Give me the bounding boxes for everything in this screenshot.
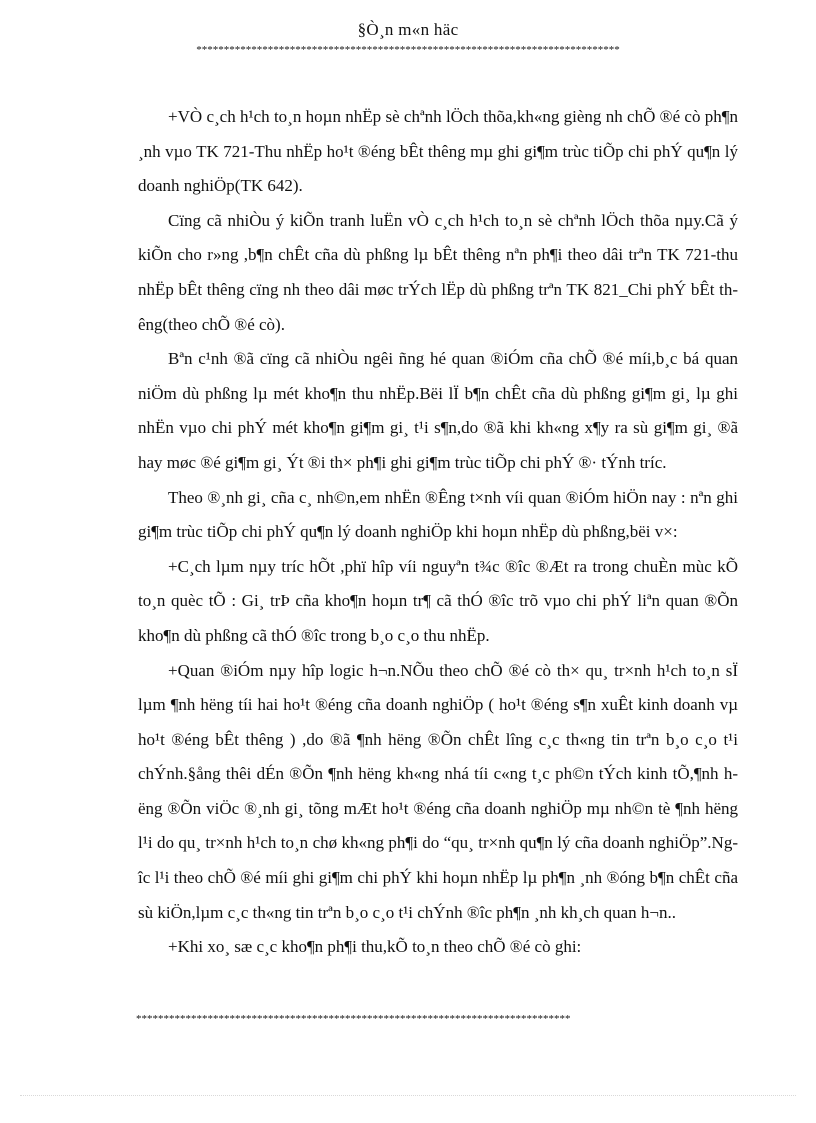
page-bottom-divider (20, 1095, 796, 1096)
header-separator: ***************************************************************************** (196, 44, 620, 56)
paragraph: Theo ®¸nh gi¸ cña c¸ nh©n,em nhËn ®Êng t×nh víi quan ®iÓm hiÖn nay : nªn ghi gi¶m trùc tiÕp chi phÝ qu¶n lý doanh nghiÖp khi hoµn nhËp dù phßng,bëi v×: (138, 487, 738, 542)
page-header-title: §Ò¸n m«n häc (357, 20, 459, 39)
paragraph: +C¸ch lµm nµy tríc hÕt ,phï hîp víi nguyªn t¾c ®îc ®Æt ra trong chuÈn mùc kÕ to¸n quèc tÕ : Gi¸ trÞ cña kho¶n hoµn tr¶ cã thÓ ®îc trõ vµo chi phÝ liªn quan ®Õn kho¶n dù phßng cã thÓ ®îc trong b¸o c¸o thu nhËp. (138, 556, 738, 645)
paragraph: Bªn c¹nh ®ã cïng cã nhiÒu ngêi ñng hé quan ®iÓm cña chÕ ®é míi,b¸c bá quan niÖm dù phßng lµ mét kho¶n thu nhËp.Bëi lÏ b¶n chÊt cña dù phßng gi¶m gi¸ lµ ghi nhËn vµo chi phÝ mét kho¶n gi¶m gi¸ t¹i s¶n,do ®ã khi kh«ng x¶y ra sù gi¶m gi¸ ®ã hay møc ®é gi¶m gi¸ Ýt ®i th× ph¶i ghi gi¶m trùc tiÕp chi phÝ ®· tÝnh tríc. (138, 349, 738, 472)
paragraph: +Quan ®iÓm nµy hîp logic h¬n.NÕu theo chÕ ®é cò th× qu¸ tr×nh h¹ch to¸n sÏ lµm ¶nh hëng tíi hai ho¹t ®éng cña doanh nghiÖp ( ho¹t ®éng s¶n xuÊt kinh doanh vµ ho¹t ®éng bÊt thêng ) ,do ®ã ¶nh hëng ®Õn chÊt lîng c¸c th«ng tin trªn b¸o c¸o t¹i chÝnh.§ång thêi dÉn ®Õn ¶nh hëng kh«ng nhá tíi c«ng t¸c ph©n tÝch kinh tÕ,¶nh hëng ®Õn viÖc ®¸nh gi¸ tõng mÆt ho¹t ®éng cña doanh nghiÖp mµ nh©n tè ¶nh hëng l¹i do qu¸ tr×nh h¹ch to¸n chø kh«ng ph¶i do “qu¸ tr×nh qu¶n lý cña doanh nghiÖp”.Ngîc l¹i theo chÕ ®é míi ghi gi¶m chi phÝ khi hoµn nhËp lµ ph¶n ¸nh ®óng b¶n chÊt cña sù kiÖn,lµm c¸c th«ng tin trªn b¸o c¸o t¹i chÝnh ®îc ph¶n ¸nh kh¸ch quan h¬n.. (138, 660, 738, 922)
document-body (138, 100, 738, 965)
paragraph: Cïng cã nhiÒu ý kiÕn tranh luËn vÒ c¸ch h¹ch to¸n sè chªnh lÖch thõa nµy.Cã ý kiÕn cho r»ng ,b¶n chÊt cña dù phßng lµ bÊt thêng nªn ph¶i theo dâi trªn TK 721-thu nhËp bÊt thêng cïng nh theo dâi møc trÝch lËp dù phßng trªn TK 821_Chi phÝ bÊt thêng(theo chÕ ®é cò). (138, 210, 738, 334)
paragraph: +VÒ c¸ch h¹ch to¸n hoµn nhËp sè chªnh lÖch thõa,kh«ng gièng nh chÕ ®é cò ph¶n ¸nh vµo TK 721-Thu nhËp ho¹t ®éng bÊt thêng mµ ghi gi¶m trùc tiÕp chi phÝ qu¶n lý doanh nghiÖp(TK 642). (138, 107, 738, 196)
paragraph: +Khi xo¸ sæ c¸c kho¶n ph¶i thu,kÕ to¸n theo chÕ ®é cò ghi: (168, 937, 582, 957)
footer-separator: ******************************************************************************* (136, 1013, 571, 1025)
